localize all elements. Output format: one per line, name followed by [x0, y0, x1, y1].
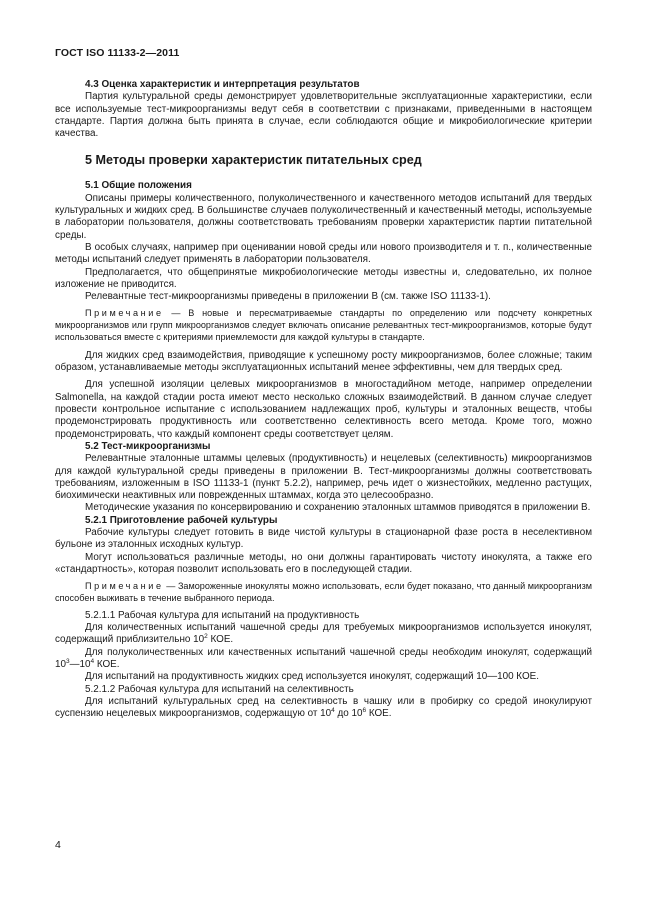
text-run: Для количественных испытаний чашечной среды для требуемых микроорганизмов используется инокулят, содержащий приблизительно 10: [55, 622, 592, 646]
standard-header: ГОСТ ISO 11133-2—2011: [55, 47, 180, 59]
section-5-2-1-2-paragraph-1: [55, 696, 592, 721]
section-5-1-note: [55, 308, 592, 343]
exponent: 4: [331, 707, 335, 715]
section-5-title: 5 Методы проверки характеристик питательных сред: [85, 153, 422, 168]
section-5-2-1-1-title: 5.2.1.1 Рабочая культура для испытаний на продуктивность: [85, 609, 360, 621]
text-run: Для испытаний культуральных сред на селективность в чашку или в пробирку со средой инокулируют суспензию нецелевых микроорганизмов, содержащую от 10: [55, 695, 592, 720]
section-5-1-title: 5.1 Общие положения: [85, 180, 192, 192]
page-number: 4: [55, 839, 61, 851]
note-text: — Замороженные инокуляты можно использовать, если будет показано, что данный микроорганизм способен выживать в течение выбранного периода.: [55, 581, 593, 603]
section-5-2-1-2-title: 5.2.1.2 Рабочая культура для испытаний на селективность: [85, 683, 354, 695]
section-5-1-paragraph-2: В особых случаях, например при оценивании новой среды или нового производителя и т. п., количественные методы испытаний следует применять в лаборатории пользователя.: [55, 241, 592, 266]
section-5-2-1-note: [55, 581, 592, 605]
text-run: —10: [69, 658, 91, 670]
note-text: — В новые и пересматриваемые стандарты по определению или подсчету конкретных микроорганизмов или групп микроорганизмов следует включать описание релевантных тест-микроорганизмов, которые будут использоваться вместе с критериями приемлемости для каждой культуры в стандарте.: [55, 308, 592, 343]
page-content: [55, 79, 592, 720]
section-5-2-paragraph-1: Релевантные эталонные штаммы целевых (продуктивность) и нецелевых (селективность) микроорганизмов для каждой культуральной среды приведены в приложении В. Тест-микроорганизмы должны соответствовать требованиям, изложенным в ISO 11133-1 (пункт 5.2.2), например, речь идет о жизнестойких, медленно растущих, биохимически неактивных или поврежденных штаммах, когда это целесообразно.: [55, 453, 592, 502]
exponent: 6: [362, 707, 367, 715]
text-run: КОЕ.: [94, 658, 120, 670]
text-run: КОЕ.: [207, 634, 234, 646]
text-run: КОЕ.: [366, 708, 392, 720]
section-5-2-1-title: 5.2.1 Приготовление рабочей культуры: [85, 514, 278, 526]
section-5-2-1-paragraph-1: Рабочие культуры следует готовить в виде чистой культуры в стационарной фазе роста в неселективном бульоне из эталонных исходных культур.: [55, 527, 592, 551]
section-5-2-1-1-paragraph-2: [55, 647, 592, 672]
section-5-1-paragraph-6: Для успешной изоляции целевых микроорганизмов в многостадийном методе, например определении Salmonella, на каждой стадии роста имеют место несколько сложных взаимодействий. В данном случае следует провести контрольное испытание с использованием надлежащих проб, культуры и эталонных веществ, чтобы продемонстрировать продуктивность или соответственно селективность всего метода. Кроме того, можно продемонстрировать, что каждый компонент среды соответствует целям.: [55, 379, 592, 440]
section-5-2-1-paragraph-2: Могут использоваться различные методы, но они должны гарантировать чистоту инокулята, а также его «стандартность», которая позволит использовать его в последующей стадии.: [55, 551, 592, 575]
section-5-2-1-1-paragraph-3: Для испытаний на продуктивность жидких сред используется инокулят, содержащий 10—100 КОЕ.: [85, 671, 539, 683]
exponent: 3: [65, 657, 70, 665]
note-label: Примечание: [85, 581, 164, 592]
text-run: Для полуколичественных или качественных испытаний чашечной среды необходим инокулят, содержащий 10: [55, 646, 592, 670]
section-4-3-text: Партия культуральной среды демонстрирует удовлетворительные эксплуатационные характеристики, если все используемые тест-микроорганизмы ведут себя в соответствии с признаками, приведенными в настоящем стандарте. Партия должна быть принята в случае, если соблюдаются общие и микробиологические критерии качества.: [55, 91, 592, 140]
note-label: Примечание: [85, 308, 164, 319]
section-5-2-paragraph-2: Методические указания по консервированию и сохранению эталонных штаммов приводятся в приложении В.: [85, 502, 591, 514]
section-5-1-paragraph-4: Релевантные тест-микроорганизмы приведены в приложении В (см. также ISO 11133-1).: [85, 291, 491, 303]
section-5-1-paragraph-1: Описаны примеры количественного, полуколичественного и качественного методов испытаний для твердых культуральных и жидких сред. В большинстве случаев полуколичественный и качественный методы, используемые в лаборатории пользователя, должны соответствовать требованиям проверки характеристик партии питательной среды.: [55, 192, 592, 241]
section-5-1-paragraph-5: Для жидких сред взаимодействия, приводящие к успешному росту микроорганизмов, более сложные; таким образом, устанавливаемые методы эксплуатационных испытаний менее эффективны, чем для твердых сред.: [55, 349, 592, 374]
text-run: до 10: [334, 708, 363, 720]
section-5-1-paragraph-3: Предполагается, что общепринятые микробиологические методы известны и, следовательно, их полное изложение не приводится.: [55, 266, 592, 290]
section-5-2-1-1-paragraph-1: [55, 622, 592, 647]
exponent: 2: [204, 633, 208, 641]
section-4-3-title: 4.3 Оценка характеристик и интерпретация результатов: [85, 79, 360, 90]
section-5-2-title: 5.2 Тест-микроорганизмы: [85, 440, 211, 452]
exponent: 4: [90, 657, 95, 665]
